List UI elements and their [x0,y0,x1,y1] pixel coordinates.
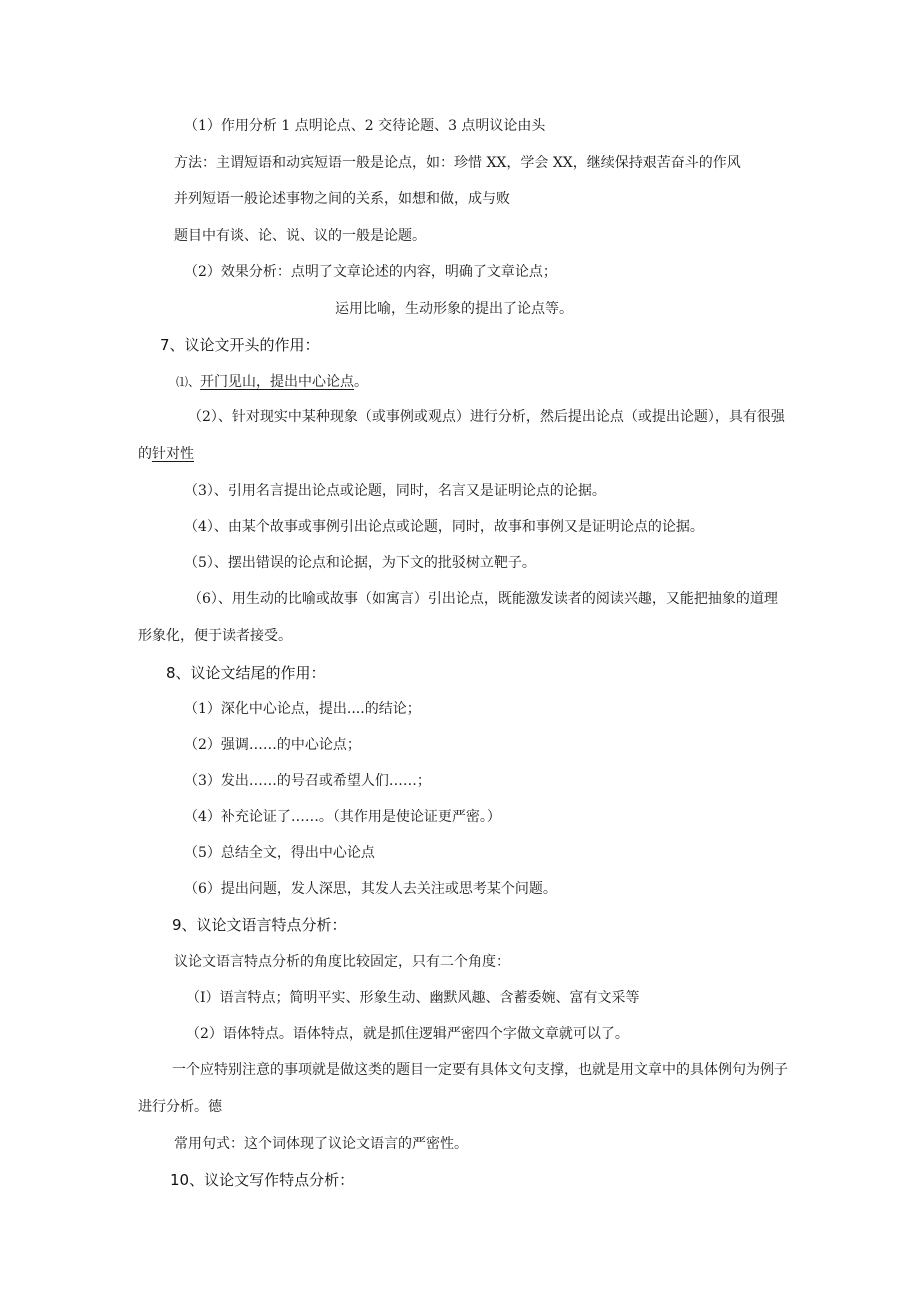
sec6-effect-analysis-line: （1）作用分析 1 点明论点、2 交待论题、3 点明议论由头 [184,118,546,134]
sec6-effect-line-continued: 运用比喻，生动形象的提出了论点等。 [335,301,573,317]
sec6-method-line: 方法：主谓短语和动宾短语一般是论点，如：珍惜 XX，学会 XX，继续保持艰苦奋斗的作风 [174,155,741,171]
sec8-item-5: （5）总结全文，得出中心论点 [184,845,375,861]
sec6-effect-line: （2）效果分析：点明了文章论述的内容，明确了文章论点； [184,264,557,280]
sec7-item-6: （6）、用生动的比喻或故事（如寓言）引出论点，既能激发读者的阅读兴趣，又能把抽象的道理形象化，便于读者接受。 [138,591,778,644]
sec7-item-1 [176,372,368,392]
sec9-note: 一个应特别注意的事项就是做这类的题目一定要有具体文句支撑，也就是用文章中的具体例句为例子进行分析。德 [138,1062,788,1115]
sec9-item-1: （I）语言特点；简明平实、形象生动、幽默风趣、含蓄委婉、富有文采等 [186,990,640,1006]
sec9-intro: 议论文语言特点分析的角度比较固定，只有二个角度： [174,954,510,970]
sec8-item-4: （4）补充论证了……。（其作用是使论证更严密。） [184,809,501,825]
sec7-item-4: （4）、由某个故事或事例引出论点或论题，同时，故事和事例又是证明论点的论据。 [184,519,704,535]
sec10-heading: 10、议论文写作特点分析： [170,1171,355,1189]
sec7-item-5: （5）、摆出错误的论点和论据，为下文的批驳树立靶子。 [184,555,536,571]
sec7-item-2-text: （2）、针对现实中某种现象（或事例或观点）进行分析，然后提出论点（或提出论题），具有很强的 [138,409,785,462]
sec7-item-1-suffix: 。 [354,374,369,390]
sec7-item-2 [138,399,788,473]
sec7-item-1-underlined: 开门见山，提出中心论点 [200,374,355,390]
sec6-parallel-phrase-line: 并列短语一般论述事物之间的关系，如想和做，成与败 [174,191,510,207]
sec7-item-2-underlined: 针对性 [152,446,194,462]
sec6-topic-line: 题目中有谈、论、说、议的一般是论题。 [174,228,426,244]
sec8-item-6: （6）提出问题，发人深思，其发人去关注或思考某个问题。 [184,881,557,897]
sec9-heading: 9、议论文语言特点分析： [172,916,347,934]
sec8-item-3: （3）发出……的号召或希望人们……； [184,773,431,789]
sec9-item-2: （2）语体特点。语体特点，就是抓住逻辑严密四个字做文章就可以了。 [186,1026,629,1042]
sec7-heading: 7、议论文开头的作用： [160,336,320,354]
sec8-item-2: （2）强调……的中心论点； [184,737,361,753]
sec9-common-pattern: 常用句式：这个词体现了议论文语言的严密性。 [174,1136,468,1152]
sec7-item-3: （3）、引用名言提出论点或论题，同时，名言又是证明论点的论据。 [184,483,606,499]
sec8-item-1: （1）深化中心论点，提出....的结论； [184,701,421,717]
sec7-item-1-prefix: ⑴、 [176,375,201,389]
sec8-heading: 8、议论文结尾的作用： [166,664,326,682]
